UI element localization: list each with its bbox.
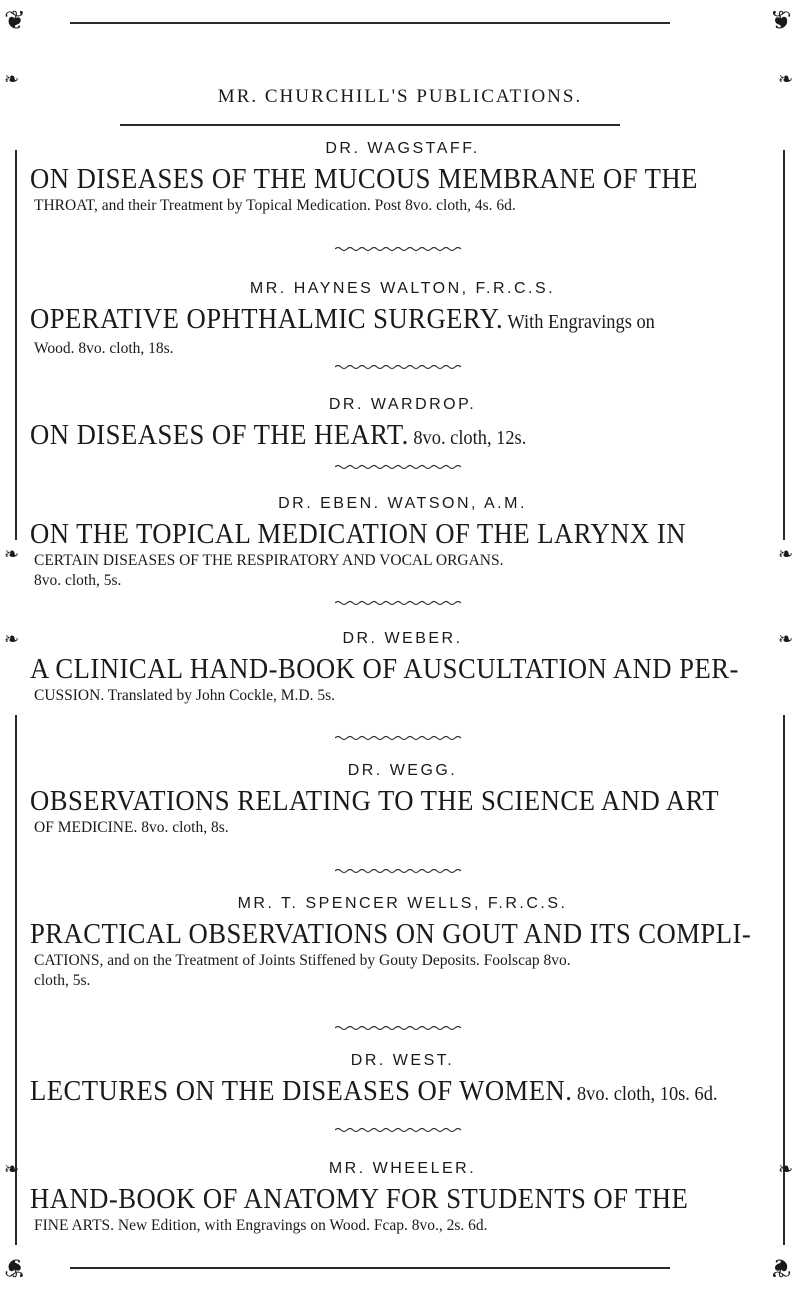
separator-8 xyxy=(335,1127,465,1133)
entry-title: ON DISEASES OF THE HEART. 8vo. cloth, 12s. xyxy=(30,419,527,451)
entry-wegg xyxy=(30,762,775,838)
entry-title: A CLINICAL HAND-BOOK OF AUSCULTATION AND PER- xyxy=(30,653,739,685)
side-ornament-right-4: ❧ xyxy=(778,1159,794,1179)
side-ornament-right-3: ❧ xyxy=(778,629,794,649)
entry-description: CERTAIN DISEASES OF THE RESPIRATORY AND VOCAL ORGANS. xyxy=(34,552,504,569)
separator-4 xyxy=(335,600,465,606)
corner-ornament-top-left: ❦ xyxy=(4,6,26,35)
publisher-header: MR. CHURCHILL'S PUBLICATIONS. xyxy=(217,86,583,107)
entry-description: THROAT, and their Treatment by Topical Medication. Post 8vo. cloth, 4s. 6d. xyxy=(34,197,516,214)
corner-ornament-bottom-right: ❦ xyxy=(770,1253,792,1282)
entry-haynes-walton xyxy=(30,280,775,359)
side-ornament-left-3: ❧ xyxy=(4,629,20,649)
separator-3 xyxy=(335,464,465,470)
entry-author: DR. WAGSTAFF. xyxy=(325,140,480,157)
entry-description-line2: cloth, 5s. xyxy=(34,972,91,989)
entry-wardrop xyxy=(30,396,775,455)
entry-description: FINE ARTS. New Edition, with Engravings on Wood. Fcap. 8vo., 2s. 6d. xyxy=(34,1217,488,1234)
side-ornament-left-1: ❧ xyxy=(4,69,20,89)
entry-west xyxy=(30,1052,775,1111)
entry-weber xyxy=(30,630,775,706)
side-ornament-right-2: ❧ xyxy=(778,544,794,564)
entry-author: DR. WARDROP. xyxy=(328,396,477,413)
entry-title: ON DISEASES OF THE MUCOUS MEMBRANE OF THE xyxy=(30,163,698,195)
entry-author: DR. WEBER. xyxy=(342,630,463,647)
separator-2 xyxy=(335,364,465,370)
entry-author: MR. WHEELER. xyxy=(328,1160,477,1177)
side-ornament-left-4: ❧ xyxy=(4,1159,20,1179)
entry-title: OPERATIVE OPHTHALMIC SURGERY. With Engravings on xyxy=(30,303,655,335)
side-ornament-left-2: ❧ xyxy=(4,544,20,564)
frame-right-upper xyxy=(783,150,785,540)
side-ornament-right-1: ❧ xyxy=(778,69,794,89)
header-rule xyxy=(120,124,620,126)
entry-author: DR. EBEN. WATSON, A.M. xyxy=(278,495,527,512)
entry-title: PRACTICAL OBSERVATIONS ON GOUT AND ITS COMPLI- xyxy=(30,918,752,950)
entry-author: MR. T. SPENCER WELLS, F.R.C.S. xyxy=(237,895,568,912)
entry-description: OF MEDICINE. 8vo. cloth, 8s. xyxy=(34,819,229,836)
corner-ornament-bottom-left: ❦ xyxy=(4,1253,26,1282)
entry-eben-watson xyxy=(30,495,775,591)
entry-description: CATIONS, and on the Treatment of Joints Stiffened by Gouty Deposits. Foolscap 8vo. xyxy=(34,952,571,969)
entry-title: ON THE TOPICAL MEDICATION OF THE LARYNX IN xyxy=(30,518,686,550)
entry-spencer-wells xyxy=(30,895,775,991)
entry-wheeler xyxy=(30,1160,775,1236)
entry-author: DR. WEST. xyxy=(350,1052,455,1069)
entry-wagstaff xyxy=(30,140,775,216)
separator-7 xyxy=(335,1025,465,1031)
entry-title: OBSERVATIONS RELATING TO THE SCIENCE AND ART xyxy=(30,785,720,817)
entry-title: LECTURES ON THE DISEASES OF WOMEN. 8vo. cloth, 10s. 6d. xyxy=(30,1075,718,1107)
separator-1 xyxy=(335,246,465,252)
bottom-rule xyxy=(70,1267,670,1269)
entry-author: DR. WEGG. xyxy=(347,762,458,779)
entry-description: Wood. 8vo. cloth, 18s. xyxy=(34,340,174,357)
corner-ornament-top-right: ❦ xyxy=(770,6,792,35)
entry-author: MR. HAYNES WALTON, F.R.C.S. xyxy=(249,280,556,297)
frame-left-upper xyxy=(15,150,17,540)
entry-title: HAND-BOOK OF ANATOMY FOR STUDENTS OF THE xyxy=(30,1183,689,1215)
entry-description: CUSSION. Translated by John Cockle, M.D. 5s. xyxy=(34,687,335,704)
top-rule xyxy=(70,22,670,24)
separator-5 xyxy=(335,735,465,741)
separator-6 xyxy=(335,868,465,874)
entry-description-line2: 8vo. cloth, 5s. xyxy=(34,572,122,589)
